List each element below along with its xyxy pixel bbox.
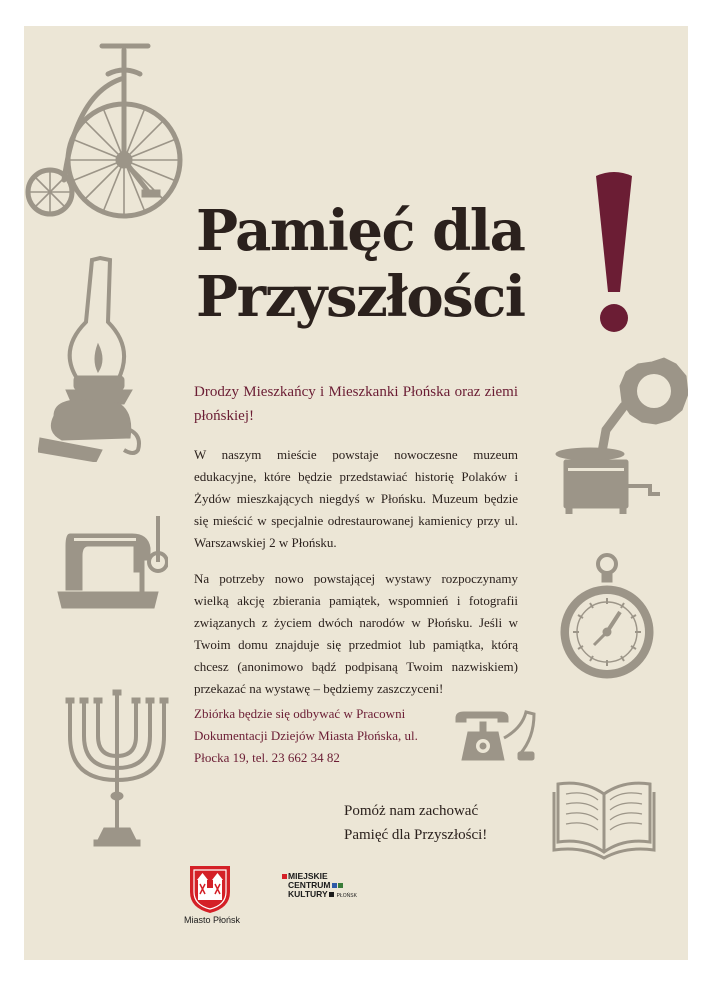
pocket-watch-icon bbox=[560, 552, 654, 680]
open-book-icon bbox=[552, 776, 656, 862]
mck-line-2: CENTRUM bbox=[288, 880, 331, 890]
sewing-machine-icon bbox=[48, 516, 168, 616]
mck-line-3: KULTURY bbox=[288, 889, 328, 899]
mck-line-1: MIEJSKIE bbox=[288, 871, 328, 881]
slogan bbox=[344, 799, 487, 847]
menorah-icon bbox=[64, 688, 170, 850]
slogan-line-1: Pomóż nam zachować bbox=[344, 803, 479, 819]
mck-square-black bbox=[329, 892, 334, 897]
slogan-line-2: Pamięć dla Przyszłości! bbox=[344, 827, 488, 843]
mck-square-green bbox=[338, 883, 343, 888]
exclamation-icon bbox=[590, 170, 638, 340]
poster bbox=[24, 26, 688, 960]
paragraph-museum: W naszym mieście powstaje nowoczesne muzeum edukacyjne, które będzie przedstawiać historię Polaków i Żydów mieszkających niegdyś w Płońsku. Muzeum będzie się mieścić w specjalnie odrestaurowanej kamienicy przy ul. Warszawskiej 2 w Płońsku. bbox=[194, 447, 518, 550]
city-label: Miasto Płońsk bbox=[183, 915, 241, 925]
title-line-1: Pamięć dla bbox=[196, 198, 525, 264]
mck-city: PŁOŃSK bbox=[336, 893, 357, 899]
city-crest-logo bbox=[188, 864, 232, 914]
oil-lamp-icon bbox=[38, 252, 142, 462]
contact-info: Zbiórka będzie się odbywać w Pracowni Dokumentacji Dziejów Miasta Płońska, ul. Płocka 19, tel. 23 662 34 82 bbox=[194, 706, 418, 765]
mck-logo bbox=[282, 872, 357, 901]
mck-square-red bbox=[282, 874, 287, 879]
paragraph-collection: Na potrzeby nowo powstającej wystawy rozpoczynamy wielką akcję zbierania pamiątek, wspomnień i fotografii związanych z życiem dwóch narodów w Płońsku. Jeśli w Twoim domu znajduje się przedmiot lub pamiątka, którą chcesz (anonimowo bądź podpisaną Twoim nazwiskiem) przekazać na wystawę – będziemy zaszczyceni! bbox=[194, 571, 518, 696]
poster-title bbox=[196, 198, 525, 330]
gramophone-icon bbox=[554, 354, 688, 514]
greeting: Drodzy Mieszkańcy i Mieszkanki Płońska oraz ziemi płońskiej! bbox=[194, 384, 518, 424]
penny-farthing-icon bbox=[24, 32, 194, 222]
mck-square-blue bbox=[332, 883, 337, 888]
title-line-2: Przyszłości bbox=[196, 264, 525, 330]
telephone-icon bbox=[454, 708, 538, 764]
